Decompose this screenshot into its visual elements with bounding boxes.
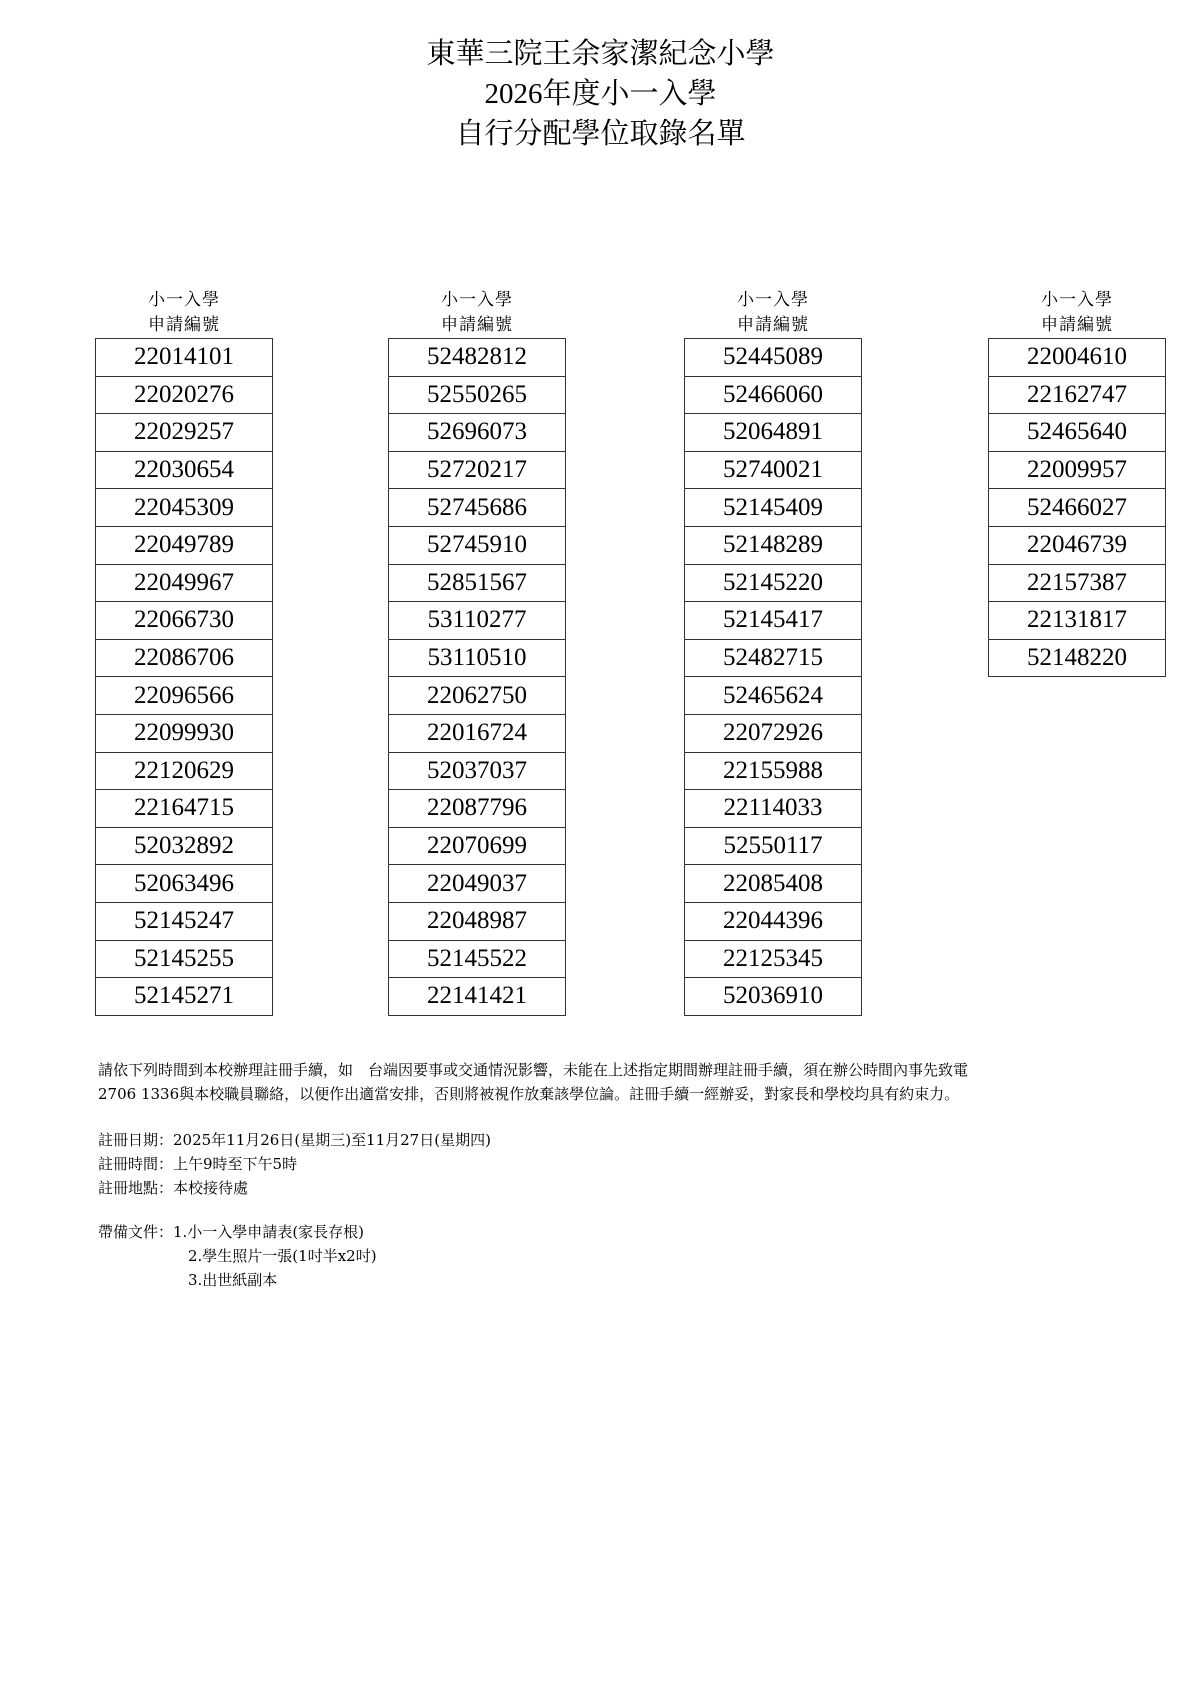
admission-id-cell: 22044396 [685, 902, 862, 940]
admission-id-cell: 52482812 [389, 339, 566, 377]
column-header [388, 288, 566, 338]
admission-id-cell: 52466027 [989, 489, 1166, 527]
registration-place: 註冊地點：本校接待處 [98, 1179, 249, 1197]
admission-id-cell: 22066730 [96, 602, 273, 640]
admission-id-cell: 22009957 [989, 451, 1166, 489]
table-row [96, 376, 273, 414]
table-row [685, 865, 862, 903]
table-row [389, 940, 566, 978]
table-row [685, 564, 862, 602]
table-row [389, 489, 566, 527]
admission-id-cell: 22029257 [96, 414, 273, 452]
admission-id-cell: 52145409 [685, 489, 862, 527]
admission-id-cell: 52145271 [96, 978, 273, 1016]
admission-column-2 [388, 288, 566, 1016]
document-title: 自行分配學位取錄名單 [455, 118, 746, 150]
column-header-line2: 申請編號 [148, 315, 220, 335]
admission-id-cell: 52550265 [389, 376, 566, 414]
admission-id-cell: 52720217 [389, 451, 566, 489]
admission-id-cell: 52465624 [685, 677, 862, 715]
table-row [389, 902, 566, 940]
table-row [685, 489, 862, 527]
column-header-line1: 小一入學 [1041, 290, 1113, 310]
table-row [989, 414, 1166, 452]
table-row [989, 602, 1166, 640]
column-header-line1: 小一入學 [737, 290, 809, 310]
table-row [96, 339, 273, 377]
admission-id-cell: 52145247 [96, 902, 273, 940]
admission-year: 2026年度小一入學 [484, 78, 717, 110]
table-row [389, 827, 566, 865]
admission-id-cell: 52851567 [389, 564, 566, 602]
admission-id-cell: 22085408 [685, 865, 862, 903]
admission-id-cell: 22045309 [96, 489, 273, 527]
table-row [389, 339, 566, 377]
admission-id-cell: 22157387 [989, 564, 1166, 602]
table-row [96, 451, 273, 489]
admission-id-cell: 22087796 [389, 790, 566, 828]
column-header [988, 288, 1166, 338]
admission-id-cell: 22125345 [685, 940, 862, 978]
column-header [684, 288, 862, 338]
column-header-line2: 申請編號 [737, 315, 809, 335]
table-row [389, 564, 566, 602]
table-row [96, 489, 273, 527]
table-row [96, 978, 273, 1016]
notice-line-2: 2706 1336與本校職員聯絡，以便作出適當安排，否則將被視作放棄該學位論。註冊手續一經辦妥，對家長和學校均具有約束力。 [98, 1085, 960, 1103]
admission-id-table [388, 338, 566, 1016]
table-row [96, 564, 273, 602]
admission-id-cell: 22014101 [96, 339, 273, 377]
admission-id-cell: 22099930 [96, 714, 273, 752]
table-row [685, 827, 862, 865]
admission-id-cell: 22020276 [96, 376, 273, 414]
column-header-line2: 申請編號 [1041, 315, 1113, 335]
admission-id-cell: 52466060 [685, 376, 862, 414]
admission-id-cell: 52064891 [685, 414, 862, 452]
table-row [389, 752, 566, 790]
table-row [389, 865, 566, 903]
admission-column-4 [988, 288, 1166, 677]
admission-id-cell: 22046739 [989, 526, 1166, 564]
admission-id-cell: 52745910 [389, 526, 566, 564]
admission-id-cell: 22155988 [685, 752, 862, 790]
table-row [685, 752, 862, 790]
required-documents [98, 1220, 1178, 1292]
table-row [685, 639, 862, 677]
table-row [389, 978, 566, 1016]
admission-id-cell: 52145255 [96, 940, 273, 978]
table-row [96, 639, 273, 677]
table-row [685, 339, 862, 377]
document-item-1: 帶備文件：1.小一入學申請表(家長存根) [98, 1223, 365, 1241]
admission-id-cell: 52550117 [685, 827, 862, 865]
table-row [685, 714, 862, 752]
admission-id-cell: 22016724 [389, 714, 566, 752]
admission-id-cell: 22049967 [96, 564, 273, 602]
table-row [96, 902, 273, 940]
admission-id-cell: 22048987 [389, 902, 566, 940]
column-header-line1: 小一入學 [441, 290, 513, 310]
table-row [96, 677, 273, 715]
table-row [685, 790, 862, 828]
admission-id-cell: 52148220 [989, 639, 1166, 677]
column-header [95, 288, 273, 338]
table-row [685, 602, 862, 640]
admission-id-cell: 22070699 [389, 827, 566, 865]
admission-column-1 [95, 288, 273, 1016]
admission-id-cell: 22049037 [389, 865, 566, 903]
admission-id-cell: 52036910 [685, 978, 862, 1016]
table-row [96, 526, 273, 564]
table-row [685, 902, 862, 940]
table-row [96, 752, 273, 790]
admission-id-cell: 22114033 [685, 790, 862, 828]
table-row [96, 865, 273, 903]
admission-id-cell: 22096566 [96, 677, 273, 715]
notice-line-1: 請依下列時間到本校辦理註冊手續，如 台端因要事或交通情況影響，未能在上述指定期間辦理註冊手續，須在辦公時間內事先致電 [98, 1061, 969, 1079]
admission-id-cell: 22162747 [989, 376, 1166, 414]
table-row [389, 602, 566, 640]
column-header-line1: 小一入學 [148, 290, 220, 310]
table-row [389, 639, 566, 677]
table-row [685, 940, 862, 978]
registration-time: 註冊時間：上午9時至下午5時 [98, 1155, 298, 1173]
table-row [989, 489, 1166, 527]
admission-id-cell: 22062750 [389, 677, 566, 715]
admission-id-cell: 22164715 [96, 790, 273, 828]
admission-id-cell: 52145522 [389, 940, 566, 978]
document-item-2: 2.學生照片一張(1吋半x2吋) [188, 1247, 377, 1265]
registration-date: 註冊日期：2025年11月26日(星期三)至11月27日(星期四) [98, 1131, 491, 1149]
school-name: 東華三院王余家潔紀念小學 [426, 38, 775, 70]
table-row [389, 414, 566, 452]
admission-id-cell: 53110277 [389, 602, 566, 640]
table-row [96, 714, 273, 752]
table-row [389, 790, 566, 828]
table-row [389, 451, 566, 489]
admission-id-cell: 22131817 [989, 602, 1166, 640]
table-row [685, 451, 862, 489]
column-header-line2: 申請編號 [441, 315, 513, 335]
admission-id-table [988, 338, 1166, 677]
admission-id-cell: 52696073 [389, 414, 566, 452]
table-row [685, 376, 862, 414]
table-row [96, 414, 273, 452]
registration-details [98, 1128, 1178, 1200]
admission-id-cell: 52740021 [685, 451, 862, 489]
admission-id-cell: 22004610 [989, 339, 1166, 377]
table-row [389, 526, 566, 564]
table-row [685, 526, 862, 564]
table-row [685, 677, 862, 715]
admission-id-cell: 22141421 [389, 978, 566, 1016]
document-item-3: 3.出世紙副本 [188, 1271, 278, 1289]
table-row [389, 714, 566, 752]
table-row [96, 940, 273, 978]
admission-id-table [684, 338, 862, 1016]
admission-id-table [95, 338, 273, 1016]
table-row [989, 339, 1166, 377]
admission-id-cell: 52145417 [685, 602, 862, 640]
table-row [685, 978, 862, 1016]
admission-id-cell: 22049789 [96, 526, 273, 564]
table-row [96, 602, 273, 640]
table-row [989, 639, 1166, 677]
admission-id-cell: 52037037 [389, 752, 566, 790]
admission-id-cell: 52482715 [685, 639, 862, 677]
admission-column-3 [684, 288, 862, 1016]
admission-id-cell: 52465640 [989, 414, 1166, 452]
table-row [989, 451, 1166, 489]
admission-id-cell: 52063496 [96, 865, 273, 903]
admission-id-cell: 22086706 [96, 639, 273, 677]
admission-id-cell: 22120629 [96, 752, 273, 790]
table-row [96, 827, 273, 865]
table-row [989, 564, 1166, 602]
admission-id-cell: 53110510 [389, 639, 566, 677]
table-row [389, 376, 566, 414]
registration-notice [98, 1058, 1178, 1106]
table-row [96, 790, 273, 828]
table-row [989, 376, 1166, 414]
admission-id-cell: 52148289 [685, 526, 862, 564]
table-row [989, 526, 1166, 564]
admission-id-cell: 52145220 [685, 564, 862, 602]
admission-id-cell: 22072926 [685, 714, 862, 752]
table-row [685, 414, 862, 452]
admission-id-cell: 52445089 [685, 339, 862, 377]
table-row [389, 677, 566, 715]
admission-id-cell: 52745686 [389, 489, 566, 527]
admission-id-cell: 52032892 [96, 827, 273, 865]
admission-id-cell: 22030654 [96, 451, 273, 489]
